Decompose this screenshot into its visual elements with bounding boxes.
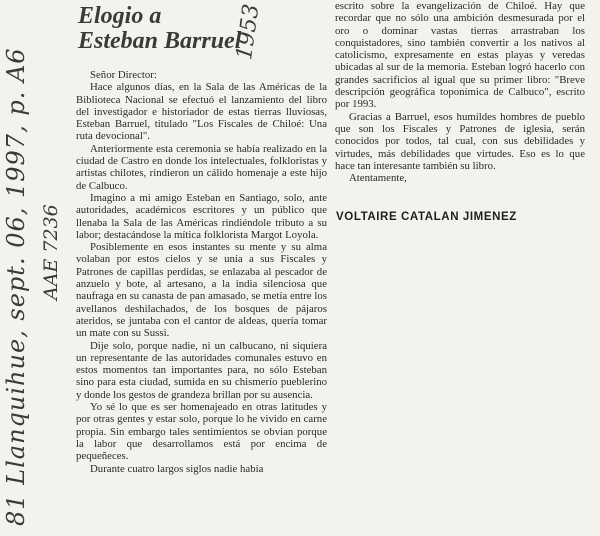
paragraph: Durante cuatro largos siglos nadie había [90, 462, 264, 475]
closing: Atentamente, [349, 172, 407, 185]
author-signature: VOLTAIRE CATALAN JIMENEZ [336, 211, 517, 223]
paragraph: Yo sé lo que es ser homenajeado en otras latitudes y por otras gentes y estar solo, porque lo he vivido en carne propia. Sin embargo tales sentimientos se obvian porque la labor que desarrollamos está por encima de pequeñeces. [76, 401, 327, 463]
paragraph: Imagino a mi amigo Esteban en Santiago, solo, ante autoridades, académicos escritores y un público que llenaba la Sala de las Américas rindiéndole tributo a su labor; destacándose la mítica folklorista Margot Loyola. [76, 191, 327, 241]
title-line-1: Elogio a [78, 3, 162, 29]
article-title [78, 4, 241, 54]
paragraph: Anteriormente esta ceremonia se había realizado en la ciudad de Castro en donde los intelectuales, folkloristas y artistas chilotes, rindieron un cálido homenaje a este hijo de Calbuco. [76, 142, 327, 192]
article-column-1 [76, 69, 327, 475]
article-column-2 [335, 0, 585, 184]
handwritten-year: 1953 [232, 2, 265, 62]
paragraph-continued: escrito sobre la evangelización de Chiloé. Hay que recordar que no sólo una ambición desmesurada por el oro o dominar vastas tierras arrastraban los conquistadores, sino también convertir a los nativos al catolicismo, expresamente en estas playas y veredas ubicadas al sur de la memoria. Esteban logró hacerlo con grandes sacrificios al igual que su primer libro: "Breve descripción geográfica toponímica de Calbuco", escrito por 1993. [335, 0, 585, 111]
paragraph: Gracias a Barruel, esos humildes hombres de pueblo que son los Fiscales y Patrones de iglesia, serán conocidos por todos, tal cual, con sus debilidades y virtudes, más debilidades que virtudes. Eso es lo que hace tan interesante también su libro. [335, 110, 585, 172]
paragraph: Posiblemente en esos instantes su mente y su alma volaban por estos cielos y se unía a sus Fiscales y Patrones de capillas perdidas, se enlazaba al pescador de anzuelo y bote, al artesano, a la india silenciosa que naufraga en su canasta de pan amasado, se metía entre los avellanos deshilachados, de los bosques de pájaros ateridos, se juntaba con el cantor de aldeas, quería tomar un mate con su Sussi. [76, 241, 327, 340]
paragraph: Dije solo, porque nadie, ni un calbucano, ni siquiera un representante de las autoridades comunales estuvo en estos momentos tan importantes para, no sólo Esteban sino para esta ciudad, sumida en su chismerío pueblerino y donde los gestos de grandeza brillan por su ausencia. [76, 339, 327, 401]
handwritten-code: AAE 7236 [40, 204, 62, 300]
handwritten-source-note: 81 Llanquihue, sept. 06, 1997, p. A6 [2, 47, 30, 526]
paragraph: Hace algunos días, en la Sala de las Américas de la Biblioteca Nacional se efectuó el lanzamiento del libro del investigador e historiador de estas tierras lluviosas, Esteban Barruel, titulado "Los Fiscales de Chiloé: Una ruta devocional". [76, 81, 327, 143]
salutation: Señor Director: [90, 69, 157, 81]
title-line-2: Esteban Barruel [78, 28, 242, 54]
